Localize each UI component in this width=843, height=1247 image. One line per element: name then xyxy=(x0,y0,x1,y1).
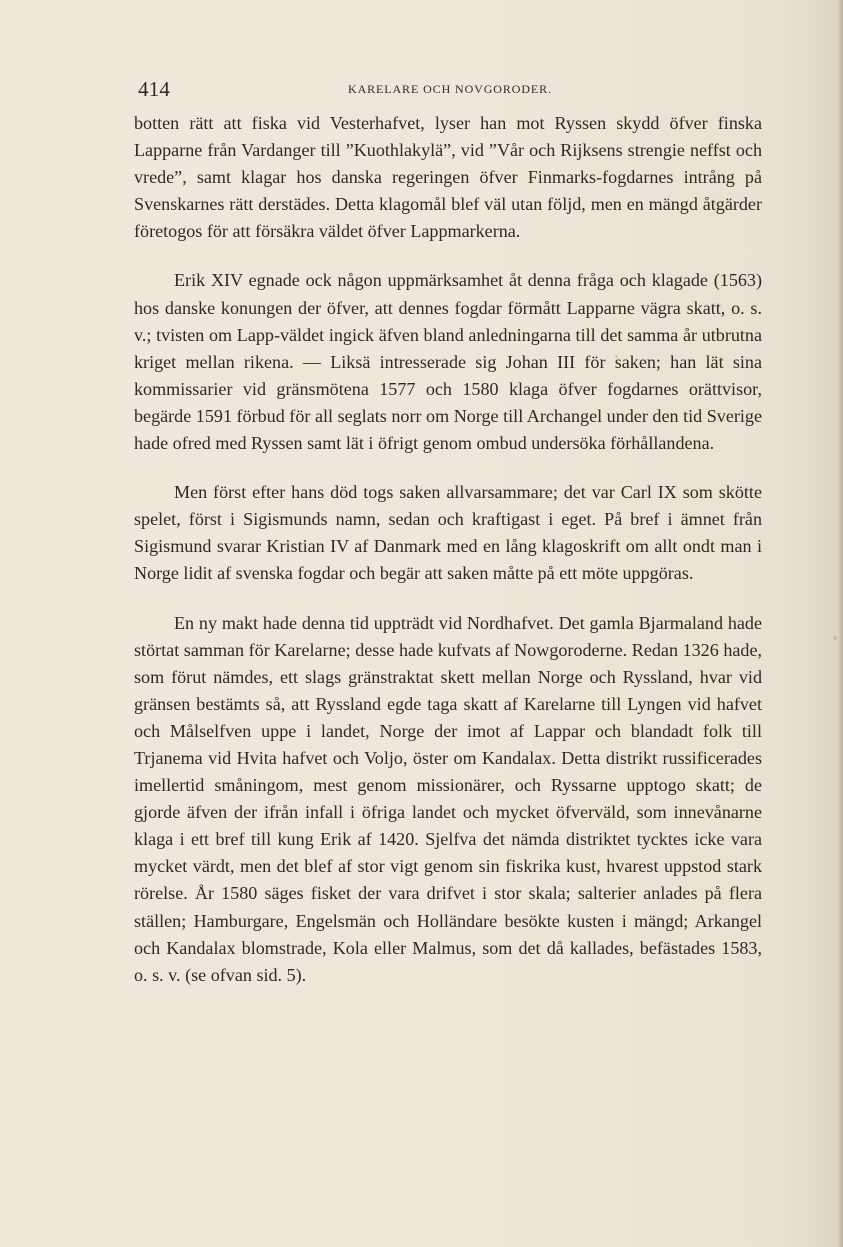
paragraph-4: En ny makt hade denna tid uppträdt vid Nordhafvet. Det gamla Bjarmaland hade störtat samman för Karelarne; desse hade kufvats af Nowgoroderne. Redan 1326 hade, som förut nämdes, ett slags gränstraktat skett mellan Norge och Ryssland, hvar vid gränsen bestämts så, att Ryssland egde taga skatt af Karelarne till Lyngen vid hafvet och Målselfven uppe i landet, Norge der imot af Lappar och blandadt folk till Trjanema vid Hvita hafvet och Voljo, öster om Kandalax. Detta distrikt russificerades imellertid småningom, mest genom missionärer, och Ryssarne upptogo skatt; de gjorde äfven der ifrån infall i öfriga landet och mycket öfverväld, som innevånarne klaga i ett bref till kung Erik af 1420. Sjelfva det nämda distriktet tycktes icke vara mycket värdt, men det blef af stor vigt genom sin fiskrika kust, hvarest uppstod stark rörelse. År 1580 säges fisket der vara drifvet i stor skala; salterier anlades på flera ställen; Hamburgare, Engelsmän och Holländare besökte kusten i mängd; Arkangel och Kandalax blomstrade, Kola eller Malmus, som det då kallades, befästades 1583, o. s. v. (se ofvan sid. 5). xyxy=(134,612,762,985)
page-text xyxy=(134,110,762,989)
page-edge-shadow xyxy=(837,0,843,1247)
page-number: 414 xyxy=(138,77,171,101)
paragraph-1: botten rätt att fiska vid Vesterhafvet, lyser han mot Ryssen skydd öfver finska Lapparne från Vardanger till ”Kuothlakylä”, vid ”Vår och Rijksens strengie neffst och vrede”, samt klagar hos danska regeringen öfver Finmarks-fogdarnes intrång på Svenskarnes rätt derstädes. Detta klagomål blef väl utan följd, men en mängd åtgärder företogos för att försäkra väldet öfver Lappmarkerna. xyxy=(134,113,762,242)
page-header xyxy=(138,74,758,102)
paper-spot xyxy=(615,355,618,358)
running-head: KARELARE OCH NOVGORODER. xyxy=(348,82,552,96)
paragraph-3: Men först efter hans död togs saken allvarsammare; det var Carl IX som skötte spelet, först i Sigismunds namn, sedan och kraftigast i eget. På bref i ämnet från Sigismund svarar Kristian IV af Danmark med en lång klagoskrift om allt ondt man i Norge lidit af svenska fogdar och begär att saken måtte på ett möte uppgöras. xyxy=(134,482,762,584)
paragraph-2: Erik XIV egnade ock någon uppmärksamhet åt denna fråga och klagade (1563) hos danske konungen der öfver, att dennes fogdar förmått Lapparne vägra skatt, o. s. v.; tvisten om Lapp-väldet ingick äfven bland anledningarna till det samma år utbrutna kriget mellan rikena. — Liksä intresserade sig Johan III för saken; han lät sina kommissarier vid gränsmötena 1577 och 1580 klaga öfver fogdarnes orättvisor, begärde 1591 förbud för all seglats norr om Norge till Archangel under den tid Sverige hade ofred med Ryssen samt lät i öfrigt genom ombud undersöka förhållandena. xyxy=(134,270,762,454)
